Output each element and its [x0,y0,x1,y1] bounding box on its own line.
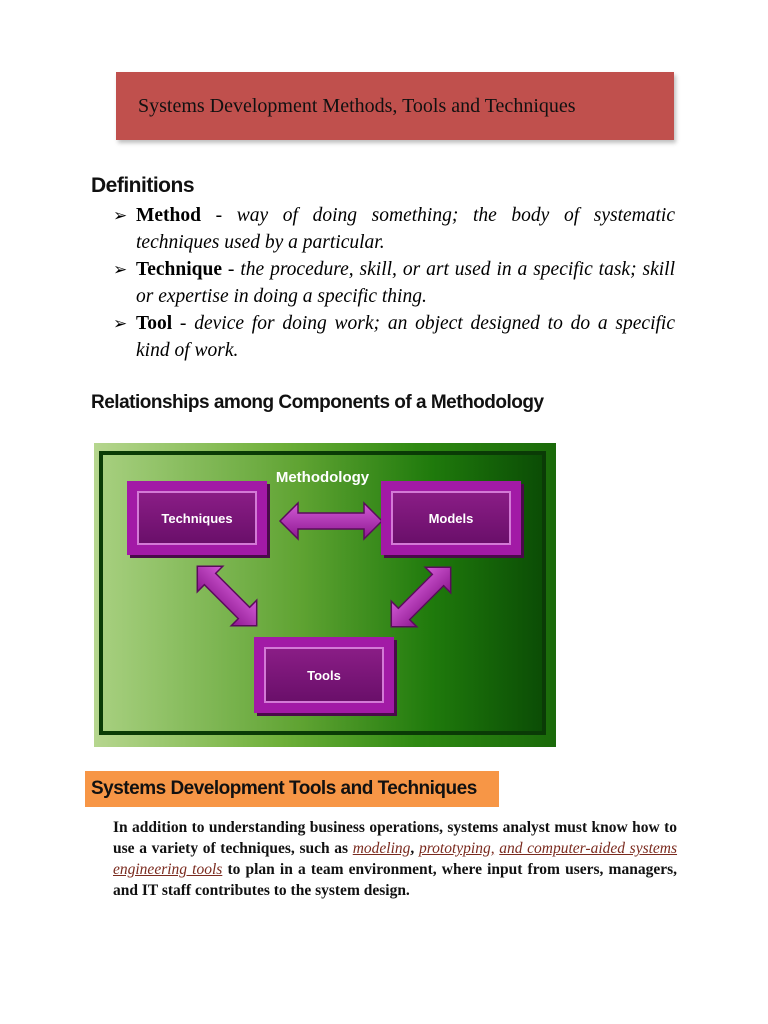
methodology-label: Methodology [275,469,370,486]
title-banner [116,72,674,140]
tools-section-heading: Systems Development Tools and Techniques [91,778,477,799]
relationships-heading: Relationships among Components of a Methodology [91,392,544,413]
modeling-link[interactable]: modeling [352,840,411,857]
tools-section-banner [85,771,499,807]
arrow-bullet-icon: ➢ [113,206,128,226]
techniques-label: Techniques [137,491,257,545]
paragraph-text: In addition to understanding business operations, systems analyst must know how to use a variety of techniques, such as [113,819,677,857]
definition-description: the procedure, skill, or art used in a specific task; skill or expertise in doing a specific thing. [136,259,676,307]
definition-term: Technique [136,259,222,280]
techniques-box [127,481,267,555]
page-title: Systems Development Methods, Tools and Techniques [138,94,576,117]
tools-paragraph [113,817,677,901]
definition-description: way of doing something; the body of systematic techniques used by a particular. [136,205,675,253]
definition-item-tool [113,310,675,364]
definition-separator: - [201,205,237,226]
definition-term: Tool [136,313,173,334]
models-box [381,481,521,555]
definitions-heading: Definitions [91,174,194,197]
models-label: Models [391,491,511,545]
paragraph-text: to plan in a team environment, where input from users, managers, and IT staff contributes to the system design. [113,861,677,899]
double-arrow-models-tools [379,555,464,640]
arrow-bullet-icon: ➢ [113,260,128,280]
arrow-bullet-icon: ➢ [113,314,128,334]
double-arrow-techniques-models [280,503,382,539]
prototyping-link[interactable]: prototyping, [418,840,495,857]
definition-separator: - [172,313,195,334]
methodology-diagram [94,443,556,747]
definition-item-method [113,202,675,256]
definition-term: Method [136,205,201,226]
definitions-list [113,202,675,364]
paragraph-separator: , [410,840,419,857]
definition-item-technique [113,256,675,310]
tools-box [254,637,394,713]
definition-separator: - [221,259,241,280]
double-arrow-techniques-tools [185,554,270,639]
tools-label: Tools [264,647,384,703]
case-tools-link[interactable]: and computer-aided systems engineering tools [113,840,678,878]
definition-description: device for doing work; an object designed to do a specific kind of work. [136,313,675,361]
